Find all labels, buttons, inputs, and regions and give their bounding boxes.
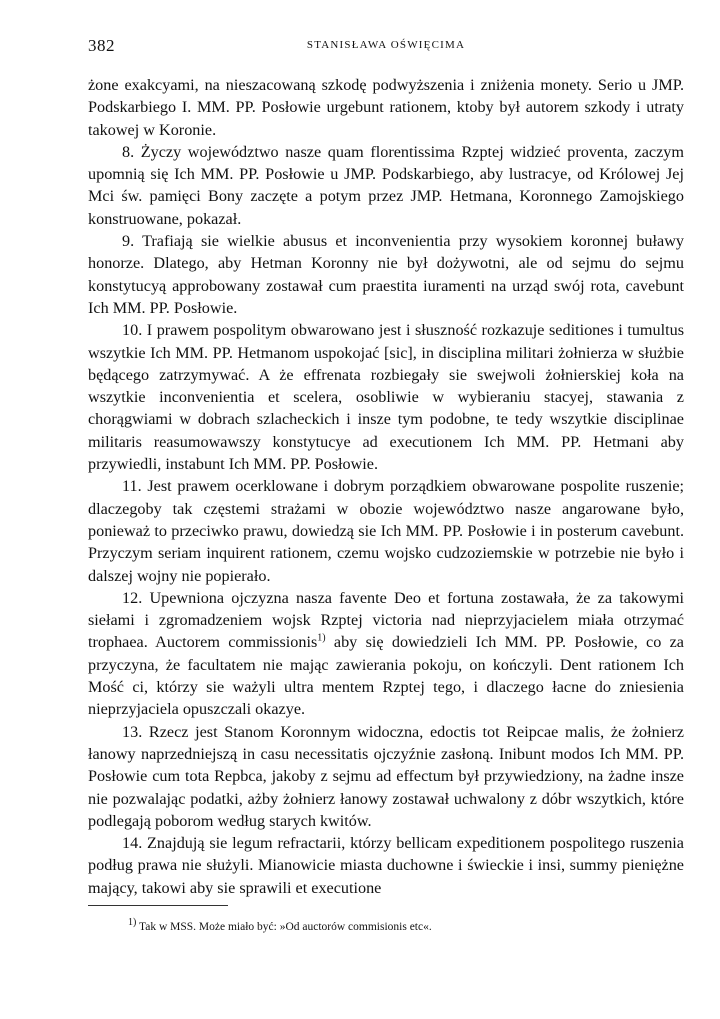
paragraph-11: 11. Jest prawem ocerklowane i dobrym porządkiem obwarowane pospolite ruszenie; dlaczegoby tak częstemi strażami w obozie województwo nasze angarowane było, ponieważ to przeciwko prawu, dowiedzą sie Ich MM. PP. Posłowie i in posterum cavebunt. Przyczym seriam inquirent rationem, czemu wojsko cudzoziemskie w potrzebie nie było i dalszej wojny nie popierało. — [88, 477, 684, 585]
running-head — [88, 36, 684, 56]
footnote-reference[interactable]: 1) — [317, 633, 326, 645]
paragraph-12 — [88, 587, 684, 721]
paragraph-12-text-b: aby się dowiedzieli Ich MM. PP. Posłowie, co za przyczyna, że facultatem nie mając zawierania pokoju, on kończyli. Dent rationem Ich Mość ci, którzy sie ważyli ultra mentem Rzptej tego, i dlaczego łacne do zniesienia nieprzyjaciela opuszczali okazye. — [88, 633, 684, 719]
running-title: STANISŁAWA OŚWIĘCIMA — [306, 39, 466, 51]
page-number: 382 — [88, 36, 115, 55]
paragraph-12-text-a: 12. Upewniona ojczyzna nasza favente Deo et fortuna zostawała, że za takowymi siełami i zgromadzeniem wojsk Rzptej victoria nad nieprzyjacielem miała otrzymać trophaea. Auctorem commissionis — [88, 588, 684, 652]
paragraph-8: 8. Życzy województwo nasze quam florentissima Rzptej widzieć proventa, zaczym upomnią się Ich MM. PP. Posłowie u JMP. Podskarbiego, aby lustracye, od Królowej Jej Mci św. pamięci Bony zaczęte a potym przez JMP. Hetmana, Koronnego Zamojskiego konstruowane, pokazał. — [88, 142, 684, 228]
body-text — [88, 74, 684, 899]
paragraph-14: 14. Znajdują sie legum refractarii, którzy bellicam expeditionem pospolitego ruszenia podług prawa nie służyli. Mianowicie miasta duchowne i świeckie i insi, summy pieniężne mający, takowi aby sie sprawili et executione — [88, 834, 684, 897]
footnote — [128, 917, 684, 934]
paragraph-10: 10. I prawem pospolitym obwarowano jest i słuszność rozkazuje seditiones i tumultus wszytkie Ich MM. PP. Hetmanom uspokojać [sic], in disciplina militari żołnierza w służbie będącego zatrzymywać. A że effrenata rozbiegały sie swejwoli żołnierskiej koła na wszytkie inconvenientia et scelera, osobliwie w wybieraniu stacyej, stawania z chorągwiami w dobrach szlacheckich i insze tym podobne, te tedy wszytkie disciplinae militaris reasumowawszy konstytucye ad executionem Ich MM. PP. Hetmani aby przywiedli, instabunt Ich MM. PP. Posłowie. — [88, 321, 684, 474]
footnote-divider — [88, 905, 228, 906]
footnote-mark: 1) — [128, 917, 137, 929]
paragraph-9: 9. Trafiają sie wielkie abusus et inconvenientia przy wysokiem koronnej buławy honorze. Dlatego, aby Hetman Koronny nie był dożywotni, ale od sejmu do sejmu konstytucyą approbowany zostawał cum praestita iuramenti na urząd swój rota, cavebunt Ich MM. PP. Posłowie. — [88, 232, 684, 317]
paragraph-continuation: żone exakcyami, na nieszacowaną szkodę podwyższenia i zniżenia monety. Serio u JMP. Podskarbiego I. MM. PP. Posłowie urgebunt rationem, ktoby był autorem szkody i utraty takowej w Koronie. — [88, 76, 684, 139]
footnote-text: Tak w MSS. Może miało być: »Od auctorów commisionis etc«. — [136, 921, 432, 933]
paragraph-13: 13. Rzecz jest Stanom Koronnym widoczna, edoctis tot Reipcae malis, że żołnierz łanowy naprzedniejszą in casu necessitatis ojczyźnie zasłoną. Inibunt modos Ich MM. PP. Posłowie cum tota Repbca, jakoby z sejmu ad effectum był przywiedziony, na żadne insze nie pozwalając podatki, ażby żołnierz łanowy zostawał uchwalony z dóbr wszytkich, które podlegają poborom według starych kwitów. — [88, 722, 684, 830]
